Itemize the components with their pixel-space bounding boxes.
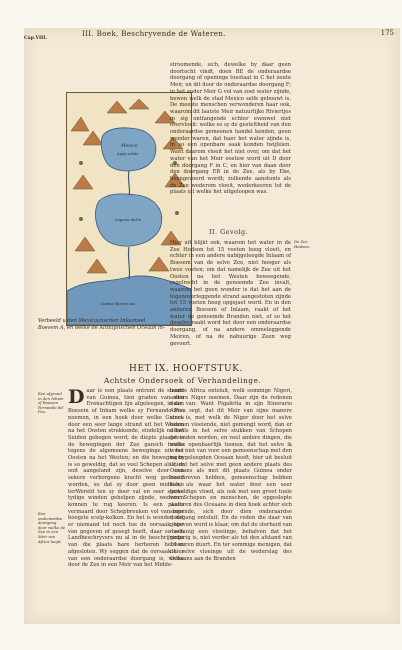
- left-column-body-text: [68, 388, 184, 569]
- chapter-marker: Cap.VIII.: [24, 36, 48, 41]
- right-column-body-text: landse Africa ontsluit, welk sommige Nigeri, andere Niger noemen. Daar zijn de redenen daar van: Want Pigafetta in sijn Itinerario Africa segt, dat dit Meir van sijne manere sinct is, met welk de Niger door het selve heenen vloeiende, niet gemengt word, dan er dikwils in het selve stukken van Schepen gevonden worden, en veel andere dingen, die welke openbaerlijk toonen, dat het selve ik wees niet van voor een gemeenschap met den na bygeleegden Oceaan heeft, hier uit besluit ik, dat het selve met geen andere plaats des Oceaans als met dit plaats Guinea onder beschreven hebben, gemeenschap hebben kan; als waar het water door een seer geweldige vloed, als ook met een groot tuele van Schepen en menschen, de opgeslopte wateren des Oceaans in dien hoek achter sich stopende, sich door dien onderaardse doorgang ontsluit. En de reden die daar van gegeven word is klaar, om dat de sterheid van dusdanig een vloeiinge, behalven dat het gedurig is, niet verder als tot den afstand van 14 uuren duurt. En ter sommige menigen, dat de selve vloeinge uit de wederslag des Oceaans aan de Branden: [170, 388, 292, 562]
- running-header: [24, 28, 400, 42]
- map-label-top-lake: Mexico: [121, 144, 138, 149]
- drop-cap: D: [68, 386, 85, 408]
- margin-note-afgrond: Een afgrond in den Inham of Boesem Fernando del Poo.: [38, 391, 64, 415]
- map-caption: Verbeeld u den Mexicaanschen Inlaamsel Boesem A, en welke de Althuysischen Oceaan in-: [38, 318, 165, 331]
- gevolg-heading: II. Gevolg.: [209, 228, 249, 236]
- right-column-top-text: stroomende, sich, dewelke by daar geen doortocht vindt, doen BE de onderaardse doorgang of openinge toestaat in C het zoute Meir, en dit door de onderaardse doorgang F; in het ander Meir G vol van zoet water zijnde, bewen welk de stad Mexico selfe gebouwt is. De meeste menschen verwonderen haar ook, waarom dit laatste Meir natuurlijke Riviertjes in sig ontfangende echter evenwel niet overvloeit: welke so sy de gesteltheid van den onderaardse gemeenen handel kenden, geen wonder waren, dat haer het water zijnde is, in so een openbare saak konden twijfelen. Want daarom vloeit het niet over, om dat het water van het Meir oostuw word uit D door den doorgang F in C, en hier van daan door den doorgang EB in de Zee, als by Eke, heengevoerd wordt; zulkende aanstonts als de Zee wederom vloeit, wederkeeren tot de plaats uit welke het uitgeloopen was.: [170, 62, 292, 196]
- chapter-heading: HET IX. HOOFTSTUK.: [129, 364, 243, 374]
- chapter-subheading: Achtste Ondersoek of Verhandelinge.: [104, 376, 262, 385]
- map-label-mid-lake: Laguna dulce: [115, 217, 142, 222]
- margin-note-doorgang: Een onderaardse doorgang door welke de Zee in een Meir van Africa loopt.: [38, 511, 66, 544]
- map-label-top-lake-sub: Agua salata: [117, 152, 139, 156]
- right-column-mid-text: Hier uit blijkt ook, waarom het water in de Zee Hudson tot 15 voeten hoog vloeit, en echter in een andere nabijgeleegde Inlaam of Boesem van de selve Zee, niet hooger als twee voeten; om dat namelijk de Zee uit het Oosten na het Westen beweegende, regelrecht in de genoemde Zee invalt, waarom het geen wonder is dat het aan de tegenoverleggende strand aangestoten zijnde tot 15 voeten hoog opgejaet word. En in den anderen Boesem of Inlaam, raakt of het water de genoemde Branden niet, of so het deselve raakt word het door een onderaardse doorgang, of na andere ommeleggende Meiren, of na de nabuurige Zeen weg gevoert.: [170, 240, 291, 347]
- page-number: 175: [380, 29, 394, 37]
- margin-note-zee-hudson: De Zee Hudson.: [294, 239, 311, 249]
- page-header-title: III. Boek, Beschryvende de Wateren.: [82, 29, 226, 38]
- map-label-bottom-lake: Sonnia Mostra cau: [101, 302, 136, 306]
- left-body-paragraph: aar is een plaats ontrent de strand van Guinea, tien graden van den Evenachtigen lijn afgeleegen, in den Boesem of Inham welke sy Fernando Poo noemen, in een hoek door welke Guinea door een seer lange strand uit het Westen na het Oosten strekkende, eindelijk na het Suiden gebogen word; de diepte plaatst is de bewegingen der Zee gansch bruiss tegens de algemeene beweginge uit het Oosten na het Westen; en die bewegingen is so geweldig, dat so veel Schepen als hier ooit aangeland zijn, deselve door een sekere verborgene kracht weg gedraaid worden, so dat sy door geen middelen terWereld ten sy door val en seer sterke tydige winden geholpen zijnde, wederom konnen te rug keeren. Is een plaats vermaard door Schepbreuken vol van zeer hoogste scelp-kolken. En het is wonder, dat er niemand tot noch toe de oorsaak hier van gegeven of gesegt heeft, daar so vele Landbeschryvers nu al in de beschrijvinge van die plaats hare herhoren hebben afgesloten. Wy seggen dat de oorsaak hier van een onderaardse doorgang is, welke door de Zee in een Meir van het Midde-: [68, 388, 184, 569]
- book-page: [24, 28, 400, 624]
